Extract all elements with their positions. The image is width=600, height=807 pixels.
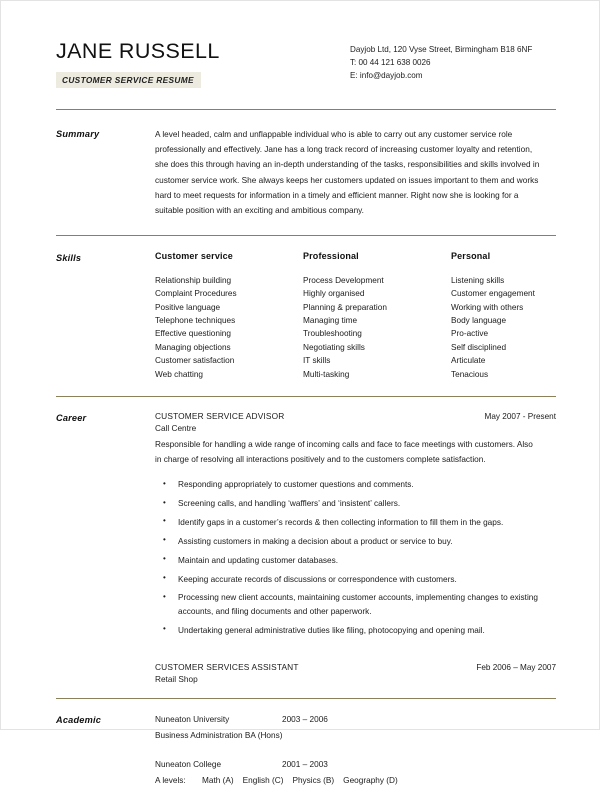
- job-dates: Feb 2006 – May 2007: [476, 663, 556, 673]
- job-title: CUSTOMER SERVICES ASSISTANT: [155, 662, 299, 673]
- job-employer: Retail Shop: [155, 675, 198, 685]
- section-summary: [43, 110, 559, 235]
- skill-item: Effective questioning: [155, 329, 231, 339]
- job-description: Responsible for handling a wide range of incoming calls and face to face meetings with customers. Also in charge of resolving all interactions positively and to the customers complete satisfaction.: [155, 439, 533, 465]
- contact-block: [350, 43, 550, 82]
- candidate-name: JANE RUSSELL: [56, 39, 220, 63]
- skill-item: Customer engagement: [451, 289, 535, 299]
- alevels-label: A levels:: [155, 775, 186, 785]
- resume-subtitle-badge: CUSTOMER SERVICE RESUME: [56, 72, 201, 88]
- skill-item: Relationship building: [155, 276, 232, 286]
- job-entry: [155, 411, 559, 637]
- section-label-academic: Academic: [56, 715, 102, 726]
- bullet-item: • Processing new client accounts, maintaining customer accounts, implementing changes to existing accounts, and filing documents and other paperwork.: [155, 591, 556, 618]
- education-institution: Nuneaton College: [155, 760, 222, 770]
- skills-column-customer-service: [155, 251, 303, 381]
- resume-content: [43, 1, 559, 807]
- summary-text: A level headed, calm and unflappable individual who is able to carry out any customer service role professionally and effectively. Jane has a long track record of increasing customer loyalty and retention, she does this through having an in-depth understanding of the tasks, responsibilities and skills involved in customer service work. She always keeps her customers updated on issues important to them and works hard to meet requests for information in a timely and efficient manner. Right now she is looking for a suitable position with an exciting and ambitious company.: [155, 130, 540, 215]
- skill-item: Customer satisfaction: [155, 356, 235, 366]
- skill-item: Planning & preparation: [303, 302, 387, 312]
- skill-item: Tenacious: [451, 369, 489, 379]
- skill-item: Working with others: [451, 302, 524, 312]
- education-row: [155, 713, 559, 726]
- section-career: [43, 397, 559, 699]
- skill-item: IT skills: [303, 356, 331, 366]
- summary-body: [155, 127, 559, 218]
- job-header: [155, 662, 559, 672]
- section-academic: [43, 699, 559, 806]
- bullet-item: • Screening calls, and handling ‘wafflers’ and ‘insistent’ callers.: [155, 497, 556, 510]
- bullet-item: • Keeping accurate records of discussions or correspondence with customers.: [155, 573, 556, 586]
- education-entry: [155, 713, 559, 742]
- alevel-item: Math (A): [202, 775, 234, 785]
- skill-item: Troubleshooting: [303, 329, 362, 339]
- bullet-item: • Responding appropriately to customer questions and comments.: [155, 478, 556, 491]
- skill-item: Positive language: [155, 302, 221, 312]
- alevel-item: Physics (B): [292, 775, 335, 785]
- section-label-skills: Skills: [56, 253, 82, 264]
- career-body: [155, 411, 559, 685]
- skill-item: Pro-active: [451, 329, 489, 339]
- contact-address: Dayjob Ltd, 120 Vyse Street, Birmingham B18 6NF: [350, 45, 533, 54]
- skill-item: Web chatting: [155, 369, 204, 379]
- contact-email: E: info@dayjob.com: [350, 71, 423, 81]
- alevel-item: Geography (D): [343, 775, 398, 785]
- skills-column-professional: [303, 251, 451, 381]
- education-entry: [155, 758, 559, 787]
- skills-column-personal: [451, 251, 535, 381]
- resume-header: [43, 1, 559, 99]
- skill-item: Multi-tasking: [303, 369, 350, 379]
- skill-item: Complaint Procedures: [155, 289, 237, 299]
- academic-body: [155, 713, 559, 786]
- job-employer: Call Centre: [155, 423, 197, 433]
- education-detail: Business Administration BA (Hons): [155, 730, 283, 740]
- bullet-item: • Identify gaps in a customer’s records & then collecting information to fill them in the gaps.: [155, 516, 556, 529]
- skill-item: Process Development: [303, 276, 384, 286]
- skill-item: Telephone techniques: [155, 316, 236, 326]
- skills-body: [155, 251, 559, 381]
- education-years: 2003 – 2006: [282, 715, 328, 725]
- skills-heading: Professional: [303, 251, 359, 262]
- skill-item: Managing time: [303, 316, 358, 326]
- skills-columns: [155, 251, 559, 381]
- job-dates: May 2007 - Present: [484, 411, 556, 421]
- job-spacer: [155, 642, 559, 662]
- skill-item: Self disciplined: [451, 342, 507, 352]
- job-entry: [155, 662, 559, 684]
- skill-item: Listening skills: [451, 276, 505, 286]
- skill-item: Body language: [451, 316, 507, 326]
- bullet-item: • Undertaking general administrative duties like filing, photocopying and opening mail.: [155, 624, 556, 637]
- education-institution: Nuneaton University: [155, 715, 230, 725]
- contact-phone: T: 00 44 121 638 0026: [350, 58, 431, 68]
- skill-item: Negotiating skills: [303, 342, 365, 352]
- education-row: [155, 758, 559, 771]
- section-label-career: Career: [56, 412, 87, 423]
- skills-heading: Customer service: [155, 251, 233, 262]
- skill-item: Managing objections: [155, 342, 231, 352]
- job-title: CUSTOMER SERVICE ADVISOR: [155, 410, 285, 421]
- job-responsibilities: [155, 478, 559, 637]
- section-label-summary: Summary: [56, 129, 100, 139]
- bullet-item: • Maintain and updating customer databases.: [155, 554, 556, 567]
- section-skills: [43, 236, 559, 396]
- education-alevels: [155, 774, 559, 787]
- skills-heading: Personal: [451, 251, 491, 262]
- skill-item: Highly organised: [303, 289, 365, 299]
- skill-item: Articulate: [451, 356, 486, 366]
- bullet-item: • Assisting customers in making a decision about a product or service to buy.: [155, 535, 556, 548]
- alevel-item: English (C): [242, 775, 284, 785]
- job-header: [155, 411, 559, 421]
- education-years: 2001 – 2003: [282, 760, 328, 770]
